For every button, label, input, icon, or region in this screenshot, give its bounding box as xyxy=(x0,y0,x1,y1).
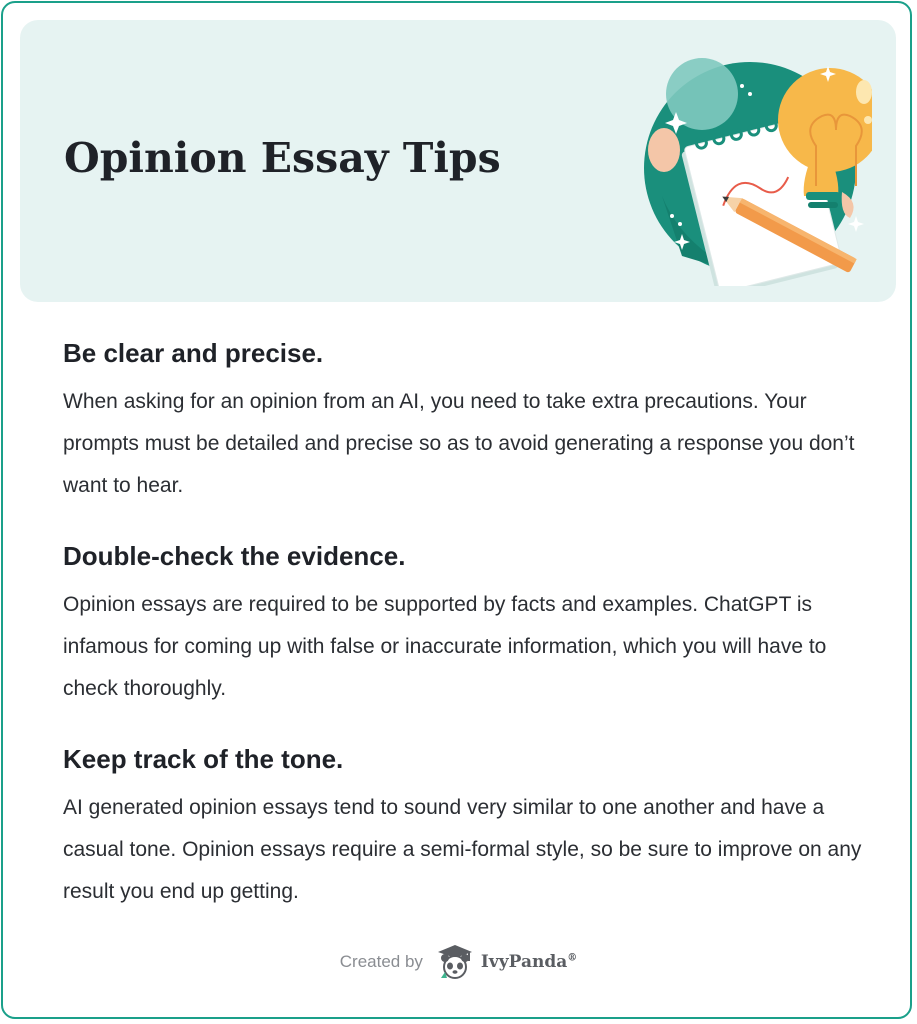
created-by-label: Created by xyxy=(339,952,423,971)
tip-section-tone xyxy=(63,743,863,913)
header-banner xyxy=(20,20,896,302)
tip-heading: Be clear and precise. xyxy=(63,338,324,368)
tip-section-evidence xyxy=(63,540,863,710)
brand-name: IvyPanda xyxy=(480,952,568,972)
page-title: Opinion Essay Tips xyxy=(64,134,501,182)
ivypanda-brand-link[interactable] xyxy=(481,952,577,972)
tip-body: AI generated opinion essays tend to sound very similar to one another and have a casual tone. Opinion essays require a semi-formal style, so be sure to improve on any result you end up getting. xyxy=(63,796,862,903)
tip-body: Opinion essays are required to be supported by facts and examples. ChatGPT is infamous for coming up with false or inaccurate information, which you will have to check thoroughly. xyxy=(63,593,827,700)
footer-credit xyxy=(0,940,917,984)
tip-heading: Double-check the evidence. xyxy=(63,541,406,571)
tip-body: When asking for an opinion from an AI, you need to take extra precautions. Your prompts must be detailed and precise so as to avoid generating a response you don’t want to hear. xyxy=(63,390,855,497)
lightbulb-notepad-pencil-illustration xyxy=(642,46,872,286)
registered-mark: ® xyxy=(567,952,578,964)
tip-section-clear xyxy=(63,337,863,507)
tip-heading: Keep track of the tone. xyxy=(63,744,344,774)
panda-graduate-logo-icon[interactable] xyxy=(435,942,475,982)
